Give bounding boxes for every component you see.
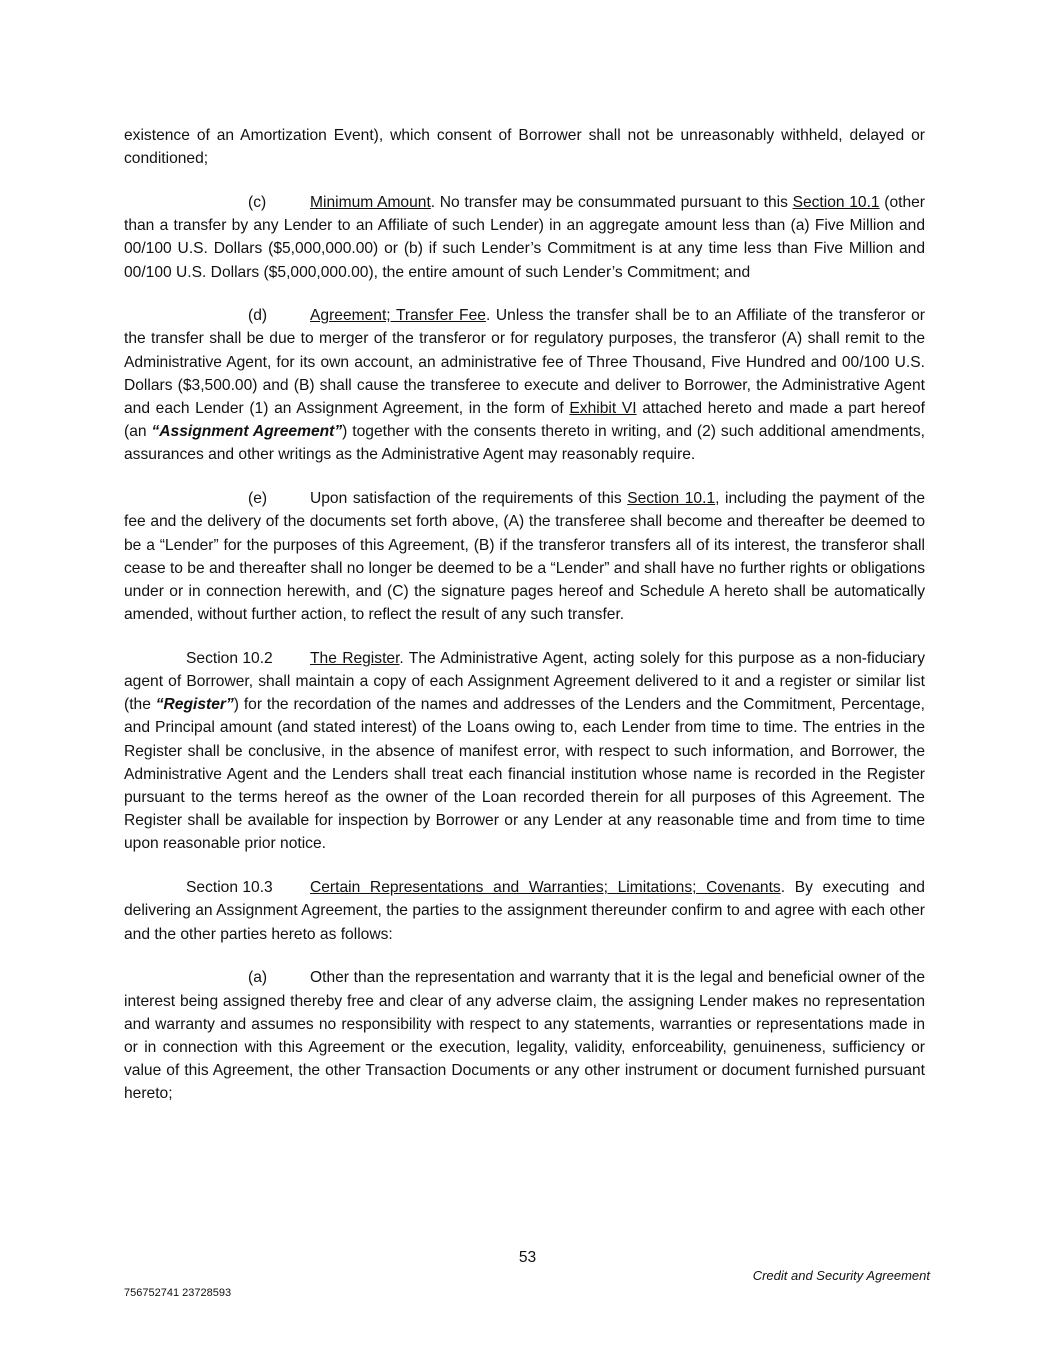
section-label: Section 10.2 — [186, 649, 273, 667]
section-label: Section 10.3 — [186, 879, 273, 897]
exhibit-reference: Exhibit VI — [569, 400, 637, 418]
paragraph-text: Upon satisfaction of the requirements of this — [310, 490, 628, 508]
section-10-2 — [124, 647, 925, 856]
paragraph-text: . No transfer may be consummated pursuant to this — [430, 193, 793, 211]
paragraph-text: . By executing and delivering an Assignment Agreement, the parties to the assignment thereunder confirm to and agree with each other and the other parties hereto as follows: — [124, 879, 925, 943]
paragraph-heading: Agreement; Transfer Fee — [310, 307, 486, 325]
page-number: 53 — [518, 1249, 537, 1266]
paragraph-text: Other than the representation and warranty that it is the legal and beneficial owner of the interest being assigned thereby free and clear of any adverse claim, the assigning Lender makes no representation and warranty and assumes no responsibility with respect to any statements, warranties or representations made in or in connection with this Agreement or the execution, legality, validity, enforceability, genuineness, sufficiency or value of this Agreement, the other Transaction Documents or any other instrument or document furnished pursuant hereto; — [124, 969, 925, 1103]
paragraph-e — [124, 487, 925, 626]
paragraph-label: (a) — [248, 969, 268, 987]
paragraph-heading: Minimum Amount — [310, 193, 431, 211]
paragraph-label: (d) — [248, 307, 268, 325]
paragraph-a — [124, 966, 925, 1105]
paragraph-text: (other than a transfer by any Lender to an Affiliate of such Lender) in an aggregate amount less than (a) Five Million and 00/100 U.S. Dollars ($5,000,000.00) or (b) if such Lender’s Commitment is at any time less than Five Million and 00/100 U.S. Dollars ($5,000,000.00), the entire amount of such Lender’s Commitment; and — [124, 193, 925, 281]
paragraph-continuation — [124, 124, 925, 170]
paragraph-text: ) together with the consents thereto in writing, and (2) such additional amendments, assurances and other writings as the Administrative Agent may reasonably require. — [124, 423, 925, 464]
paragraph-label: (e) — [248, 490, 268, 508]
section-heading: The Register — [310, 649, 400, 667]
paragraph-text: ) for the recordation of the names and addresses of the Lenders and the Commitment, Percentage, and Principal amount (and stated interest) of the Loans owing to, each Lender from time to time. The entries in the Register shall be conclusive, in the absence of manifest error, with respect to such information, and Borrower, the Administrative Agent and the Lenders shall treat each financial institution whose name is recorded in the Register pursuant to the terms hereof as the owner of the Loan recorded therein for all purposes of this Agreement. The Register shall be available for inspection by Borrower or any Lender at any reasonable time and from time to time upon reasonable prior notice. — [124, 696, 925, 853]
section-heading: Certain Representations and Warranties; Limitations; Covenants — [310, 879, 781, 897]
paragraph-text: , including the payment of the fee and the delivery of the documents set forth above, (A) the transferee shall become and thereafter be deemed to be a “Lender” for the purposes of this Agreement, (B) if the transferor transfers all of its interest, the transferor shall cease to be and thereafter shall no longer be deemed to be a “Lender” and shall have no further rights or obligations under or in connection herewith, and (C) the signature pages hereof and Schedule A hereto shall be automatically amended, without further action, to reflect the result of any such transfer. — [124, 490, 925, 624]
footer-document-title: Credit and Security Agreement — [752, 1268, 930, 1283]
section-reference: Section 10.1 — [627, 490, 716, 508]
paragraph-label: (c) — [248, 193, 267, 211]
document-body — [124, 124, 925, 1126]
paragraph-text: attached hereto and made a part hereof (an — [124, 400, 925, 441]
paragraph-d — [124, 304, 925, 466]
paragraph-text: . Unless the transfer shall be to an Affiliate of the transferor or the transfer shall be due to merger of the transferor or for regulatory purposes, the transferor (A) shall remit to the Administrative Agent, for its own account, an administrative fee of Three Thousand, Five Hundred and 00/100 U.S. Dollars ($3,500.00) and (B) shall cause the transferee to execute and deliver to Borrower, the Administrative Agent and each Lender (1) an Assignment Agreement, in the form of — [124, 307, 925, 418]
paragraph-c — [124, 191, 925, 284]
defined-term: “Register” — [155, 696, 234, 714]
footer-document-id: 756752741 23728593 — [124, 1287, 232, 1299]
section-10-3 — [124, 876, 925, 946]
paragraph-text: existence of an Amortization Event), which consent of Borrower shall not be unreasonably withheld, delayed or conditioned; — [124, 127, 925, 168]
paragraph-text: . The Administrative Agent, acting solely for this purpose as a non-fiduciary agent of Borrower, shall maintain a copy of each Assignment Agreement delivered to it and a register or similar list (the — [124, 649, 925, 714]
section-reference: Section 10.1 — [792, 193, 880, 211]
defined-term: “Assignment Agreement” — [151, 423, 343, 441]
